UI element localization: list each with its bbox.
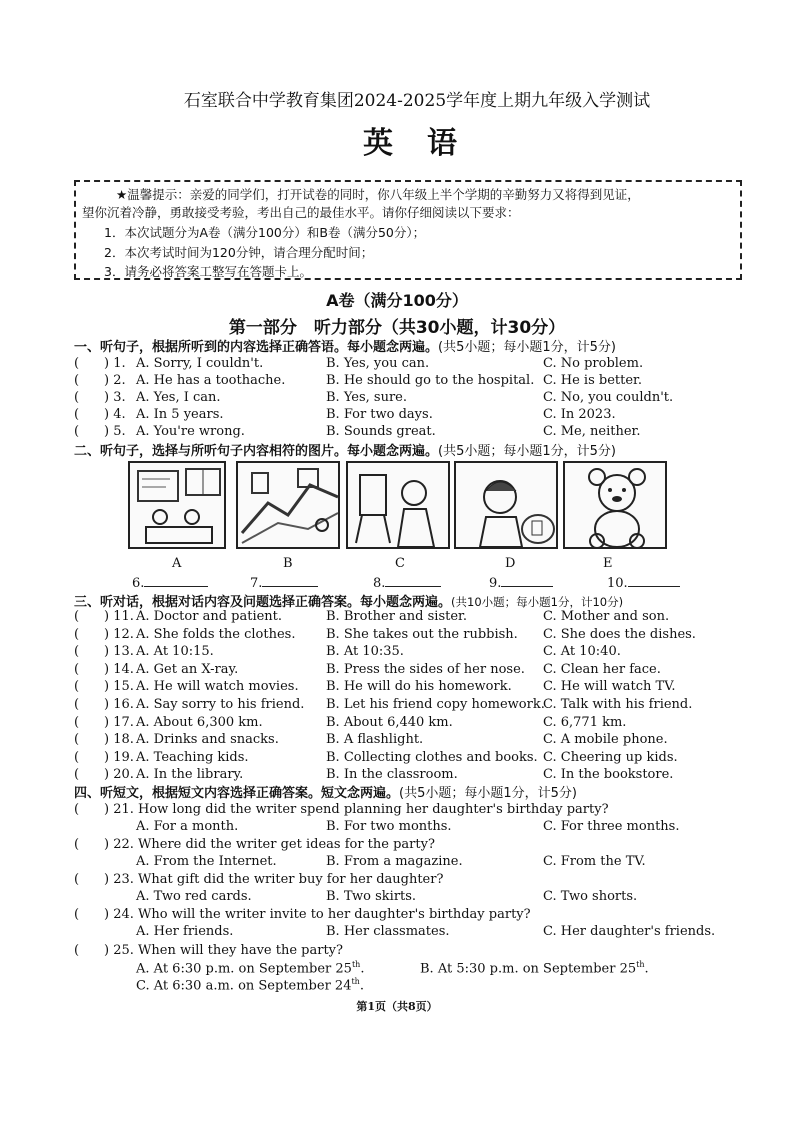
option-c[interactable]: C. Two shorts. — [543, 889, 638, 904]
question-stem: ) 23. What gift did the writer buy for her daughter? — [104, 872, 444, 887]
question-number: ) 16. — [104, 697, 134, 712]
picture-label-d: D — [505, 556, 516, 571]
option-c[interactable]: C. Her daughter's friends. — [543, 924, 716, 939]
question-number: ) 17. — [104, 714, 134, 730]
q25-a-text: A. At 6:30 p.m. on September 25 — [136, 961, 352, 977]
question-stem: ) 21. How long did the writer spend planning her daughter's birthday party? — [104, 802, 609, 817]
option-b[interactable]: B. He should go to the hospital. — [326, 373, 535, 388]
option-a[interactable]: A. Drinks and snacks. — [136, 732, 279, 748]
question-paren[interactable]: ( — [74, 644, 80, 660]
option-a[interactable]: A. He will watch movies. — [136, 679, 299, 695]
option-c[interactable]: C. No, you couldn't. — [543, 390, 674, 405]
q25-stem: ) 25. When will they have the party? — [104, 943, 343, 958]
question-number: ) 2. — [104, 373, 126, 388]
question-number: ) 5. — [104, 424, 126, 439]
part-a-title: A卷（满分100分） — [326, 291, 468, 310]
option-c[interactable]: C. In the bookstore. — [543, 767, 674, 783]
page-footer: 第1页（共8页） — [356, 1000, 438, 1013]
notice-line-2: 望你沉着冷静，勇敢接受考验，考出自己的最佳水平。请你仔细阅读以下要求： — [82, 205, 520, 220]
question-number: ) 4. — [104, 407, 126, 422]
question-paren[interactable]: ( — [74, 907, 80, 922]
option-c[interactable]: C. 6,771 km. — [543, 714, 627, 730]
option-c[interactable]: C. He will watch TV. — [543, 679, 676, 695]
question-number: ) 3. — [104, 390, 126, 405]
subject-title: 英语 — [363, 126, 491, 161]
option-a[interactable]: A. Two red cards. — [136, 889, 252, 904]
option-a[interactable]: A. Teaching kids. — [136, 749, 249, 765]
picture-label-b: B — [283, 556, 293, 571]
question-number: ) 14. — [104, 661, 134, 677]
question-paren[interactable]: ( — [74, 626, 80, 642]
answer-blank-7[interactable] — [250, 574, 318, 591]
q25-a-end: . — [360, 961, 365, 977]
question-paren[interactable]: ( — [74, 767, 80, 783]
answer-blank-6[interactable] — [132, 574, 208, 591]
question-paren[interactable]: ( — [74, 609, 80, 624]
section4-heading: 四、听短文，根据短文内容选择正确答案。短文念两遍。 — [74, 786, 400, 801]
option-a[interactable]: A. He has a toothache. — [136, 373, 286, 388]
option-a[interactable]: A. About 6,300 km. — [136, 714, 263, 730]
option-c[interactable]: C. Talk with his friend. — [543, 697, 693, 712]
picture-c-girl-painting — [346, 461, 450, 549]
option-a[interactable]: A. Her friends. — [136, 924, 234, 939]
section1-note: (共5小题；每小题1分，计5分) — [438, 340, 616, 355]
option-b[interactable]: B. Collecting clothes and books. — [326, 749, 538, 765]
question-stem: ) 24. Who will the writer invite to her daughter's birthday party? — [104, 907, 531, 922]
picture-label-e: E — [603, 556, 613, 571]
question-paren[interactable]: ( — [74, 679, 80, 695]
notice-line-5: 3．请务必将答案工整写在答题卡上。 — [104, 264, 312, 279]
section2-title — [74, 440, 616, 459]
answer-blank-8[interactable] — [373, 574, 441, 591]
question-number: ) 20. — [104, 767, 134, 783]
option-b[interactable]: B. In the classroom. — [326, 767, 458, 783]
blank-number-8: 8. — [373, 576, 386, 591]
q25-c-text: C. At 6:30 a.m. on September 24 — [136, 978, 352, 994]
section3-heading: 三、听对话，根据对话内容及问题选择正确答案。每小题念两遍。 — [74, 595, 452, 610]
option-b[interactable]: B. Yes, sure. — [326, 390, 407, 405]
picture-a-classroom — [128, 461, 226, 549]
q25-option-c[interactable] — [136, 977, 364, 993]
option-c[interactable]: C. At 10:40. — [543, 644, 621, 660]
option-b[interactable]: B. Sounds great. — [326, 424, 436, 439]
answer-blank-9[interactable] — [489, 574, 553, 591]
question-number: ) 18. — [104, 732, 134, 748]
question-paren[interactable]: ( — [74, 390, 80, 405]
option-b[interactable]: B. Yes, you can. — [326, 356, 430, 371]
question-paren[interactable]: ( — [74, 424, 80, 439]
section4-note: (共5小题；每小题1分，计5分) — [399, 786, 577, 801]
option-a[interactable]: A. Get an X-ray. — [136, 661, 239, 677]
option-b[interactable]: B. From a magazine. — [326, 854, 463, 869]
question-number: ) 19. — [104, 749, 134, 765]
section3-title — [74, 591, 623, 610]
option-c[interactable]: C. In 2023. — [543, 407, 616, 422]
picture-label-c: C — [395, 556, 405, 571]
option-a[interactable]: A. You're wrong. — [136, 424, 245, 439]
section1-heading: 一、听句子，根据所听到的内容选择正确答语。每小题念两遍。 — [74, 340, 439, 355]
section3-note: (共10小题；每小题1分，计10分) — [451, 595, 624, 609]
notice-line-3: 1．本次试题分为A卷（满分100分）和B卷（满分50分）； — [104, 225, 426, 240]
question-paren[interactable]: ( — [74, 872, 80, 887]
section2-note: (共5小题；每小题1分，计5分) — [438, 444, 616, 459]
option-a[interactable]: A. She folds the clothes. — [136, 626, 296, 642]
question-paren[interactable]: ( — [74, 661, 80, 677]
option-a[interactable]: A. Say sorry to his friend. — [136, 697, 305, 712]
picture-e-teddy-bear — [563, 461, 667, 549]
option-c[interactable]: C. Mother and son. — [543, 609, 670, 624]
exam-title: 石室联合中学教育集团2024-2025学年度上期九年级入学测试 — [183, 91, 651, 111]
option-b[interactable]: B. Press the sides of her nose. — [326, 661, 525, 677]
option-a[interactable]: A. Yes, I can. — [136, 390, 221, 405]
option-a[interactable]: A. For a month. — [136, 819, 239, 834]
option-c[interactable]: C. Clean her face. — [543, 661, 661, 677]
option-a[interactable]: A. In 5 years. — [136, 407, 224, 422]
notice-line-1: ★温馨提示：亲爱的同学们，打开试卷的同时，你八年级上半个学期的辛勤努力又将得到见证， — [116, 187, 640, 202]
question-number: ) 11. — [104, 609, 134, 624]
q25-option-a[interactable] — [136, 960, 364, 976]
question-number: ) 13. — [104, 644, 134, 660]
option-b[interactable]: B. For two days. — [326, 407, 433, 422]
question-paren[interactable]: ( — [74, 373, 80, 388]
question-number: ) 12. — [104, 626, 134, 642]
option-c[interactable]: C. She does the dishes. — [543, 626, 696, 642]
picture-label-a: A — [172, 556, 182, 571]
section2-heading: 二、听句子，选择与所听句子内容相符的图片。每小题念两遍。 — [74, 444, 439, 459]
option-b[interactable]: B. Her classmates. — [326, 924, 450, 939]
section1-title — [74, 336, 616, 355]
question-paren[interactable]: ( — [74, 407, 80, 422]
q25-paren[interactable]: ( — [74, 943, 80, 958]
notice-line-4: 2．本次考试时间为120分钟，请合理分配时间； — [104, 245, 374, 260]
option-b[interactable]: B. At 10:35. — [326, 644, 404, 660]
question-stem: ) 22. Where did the writer get ideas for the party? — [104, 837, 435, 852]
question-paren[interactable]: ( — [74, 356, 80, 371]
question-paren[interactable]: ( — [74, 714, 80, 730]
option-c[interactable]: C. No problem. — [543, 356, 644, 371]
q25-a-sup: th — [351, 960, 361, 969]
picture-b-great-wall — [236, 461, 340, 549]
answer-blank-10[interactable] — [607, 574, 680, 591]
question-paren[interactable]: ( — [74, 697, 80, 712]
option-b[interactable]: B. About 6,440 km. — [326, 714, 453, 730]
option-c[interactable]: C. He is better. — [543, 373, 642, 388]
section4-title — [74, 782, 577, 801]
option-a[interactable]: A. At 10:15. — [136, 644, 214, 660]
option-c[interactable]: C. Me, neither. — [543, 424, 641, 439]
option-c[interactable]: C. A mobile phone. — [543, 732, 668, 748]
question-paren[interactable]: ( — [74, 837, 80, 852]
q25-c-end: . — [359, 978, 364, 994]
option-a[interactable]: A. In the library. — [136, 767, 244, 783]
option-c[interactable]: C. Cheering up kids. — [543, 749, 678, 765]
blank-number-6: 6. — [132, 576, 145, 591]
blank-number-10: 10. — [607, 576, 628, 591]
question-paren[interactable]: ( — [74, 732, 80, 748]
option-b[interactable]: B. Brother and sister. — [326, 609, 467, 624]
q25-b-text: B. At 5:30 p.m. on September 25 — [420, 961, 637, 977]
option-b[interactable]: B. A flashlight. — [326, 732, 424, 748]
option-a[interactable]: A. From the Internet. — [136, 854, 277, 869]
question-number: ) 1. — [104, 356, 126, 371]
option-b[interactable]: B. He will do his homework. — [326, 679, 512, 695]
question-number: ) 15. — [104, 679, 134, 695]
option-c[interactable]: C. For three months. — [543, 819, 680, 834]
option-b[interactable]: B. For two months. — [326, 819, 452, 834]
picture-d-boy-on-phone — [454, 461, 558, 549]
q25-option-b[interactable] — [420, 960, 649, 976]
question-paren[interactable]: ( — [74, 802, 80, 817]
option-a[interactable]: A. Doctor and patient. — [136, 609, 283, 624]
option-b[interactable]: B. Two skirts. — [326, 889, 417, 904]
q25-b-end: . — [644, 961, 649, 977]
blank-number-9: 9. — [489, 576, 502, 591]
q25-c-sup: th — [351, 977, 360, 986]
option-a[interactable]: A. Sorry, I couldn't. — [136, 356, 264, 371]
part1-title: 第一部分 听力部分（共30小题，计30分） — [228, 318, 566, 338]
question-paren[interactable]: ( — [74, 749, 80, 765]
q25-b-sup: th — [636, 960, 645, 969]
option-b[interactable]: B. Let his friend copy homework. — [326, 697, 545, 712]
option-b[interactable]: B. She takes out the rubbish. — [326, 626, 518, 642]
blank-number-7: 7. — [250, 576, 263, 591]
option-c[interactable]: C. From the TV. — [543, 854, 646, 869]
notice-box — [74, 180, 742, 280]
